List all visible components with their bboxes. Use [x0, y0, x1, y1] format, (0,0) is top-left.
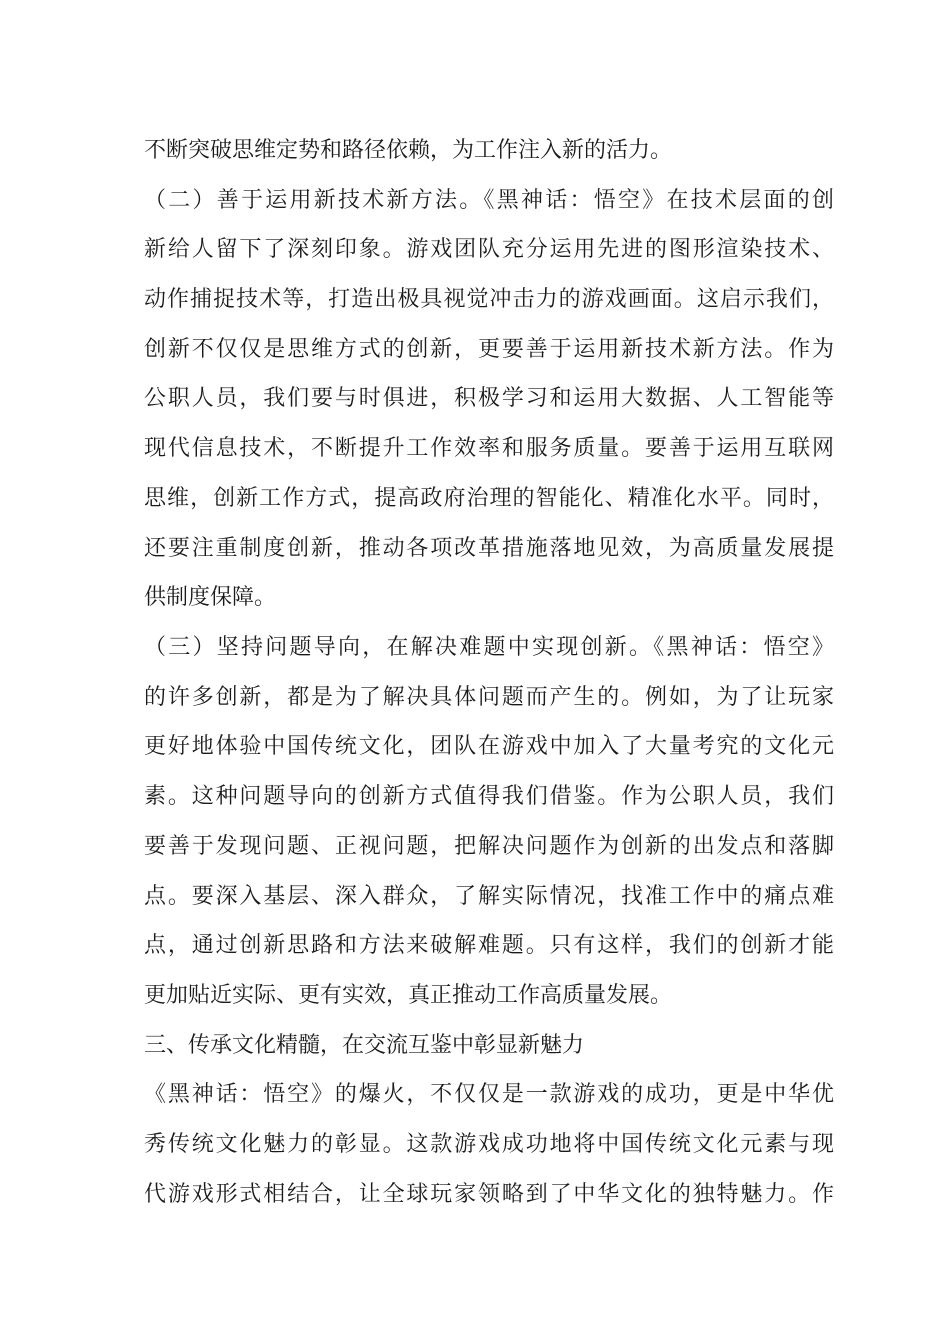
text-line-20: 《黑神话：悟空》的爆火，不仅仅是一款游戏的成功，更是中华优: [144, 1082, 834, 1107]
text-line-12: 的许多创新，都是为了解决具体问题而产生的。例如，为了让玩家: [144, 685, 834, 710]
text-line-13: 更好地体验中国传统文化，团队在游戏中加入了大量考究的文化元: [144, 734, 834, 759]
text-line-4: 动作捕捉技术等，打造出极具视觉冲击力的游戏画面。这启示我们，: [144, 287, 834, 312]
text-line-7: 现代信息技术，不断提升工作效率和服务质量。要善于运用互联网: [144, 436, 834, 461]
text-line-18: 更加贴近实际、更有实效，真正推动工作高质量发展。: [144, 983, 673, 1008]
text-line-11: （三）坚持问题导向，在解决难题中实现创新。《黑神话：悟空》: [144, 635, 834, 660]
text-line-8: 思维，创新工作方式，提高政府治理的智能化、精准化水平。同时，: [144, 486, 834, 511]
text-line-16: 点。要深入基层、深入群众，了解实际情况，找准工作中的痛点难: [144, 884, 834, 909]
text-line-17: 点，通过创新思路和方法来破解难题。只有这样，我们的创新才能: [144, 933, 834, 958]
text-line-14: 素。这种问题导向的创新方式值得我们借鉴。作为公职人员，我们: [144, 784, 834, 809]
section-heading: 三、传承文化精髓，在交流互鉴中彰显新魅力: [144, 1033, 585, 1058]
text-line-2: （二）善于运用新技术新方法。《黑神话：悟空》在技术层面的创: [144, 188, 834, 213]
text-line-9: 还要注重制度创新，推动各项改革措施落地见效，为高质量发展提: [144, 536, 834, 561]
text-line-1: 不断突破思维定势和路径依赖，为工作注入新的活力。: [144, 138, 673, 163]
text-line-10: 供制度保障。: [144, 585, 277, 610]
text-line-15: 要善于发现问题、正视问题，把解决问题作为创新的出发点和落脚: [144, 834, 834, 859]
text-line-22: 代游戏形式相结合，让全球玩家领略到了中华文化的独特魅力。作: [144, 1182, 834, 1207]
text-line-6: 公职人员，我们要与时俱进，积极学习和运用大数据、人工智能等: [144, 386, 834, 411]
text-line-5: 创新不仅仅是思维方式的创新，更要善于运用新技术新方法。作为: [144, 337, 834, 362]
text-line-3: 新给人留下了深刻印象。游戏团队充分运用先进的图形渲染技术、: [144, 237, 834, 262]
text-line-21: 秀传统文化魅力的彰显。这款游戏成功地将中国传统文化元素与现: [144, 1132, 834, 1157]
